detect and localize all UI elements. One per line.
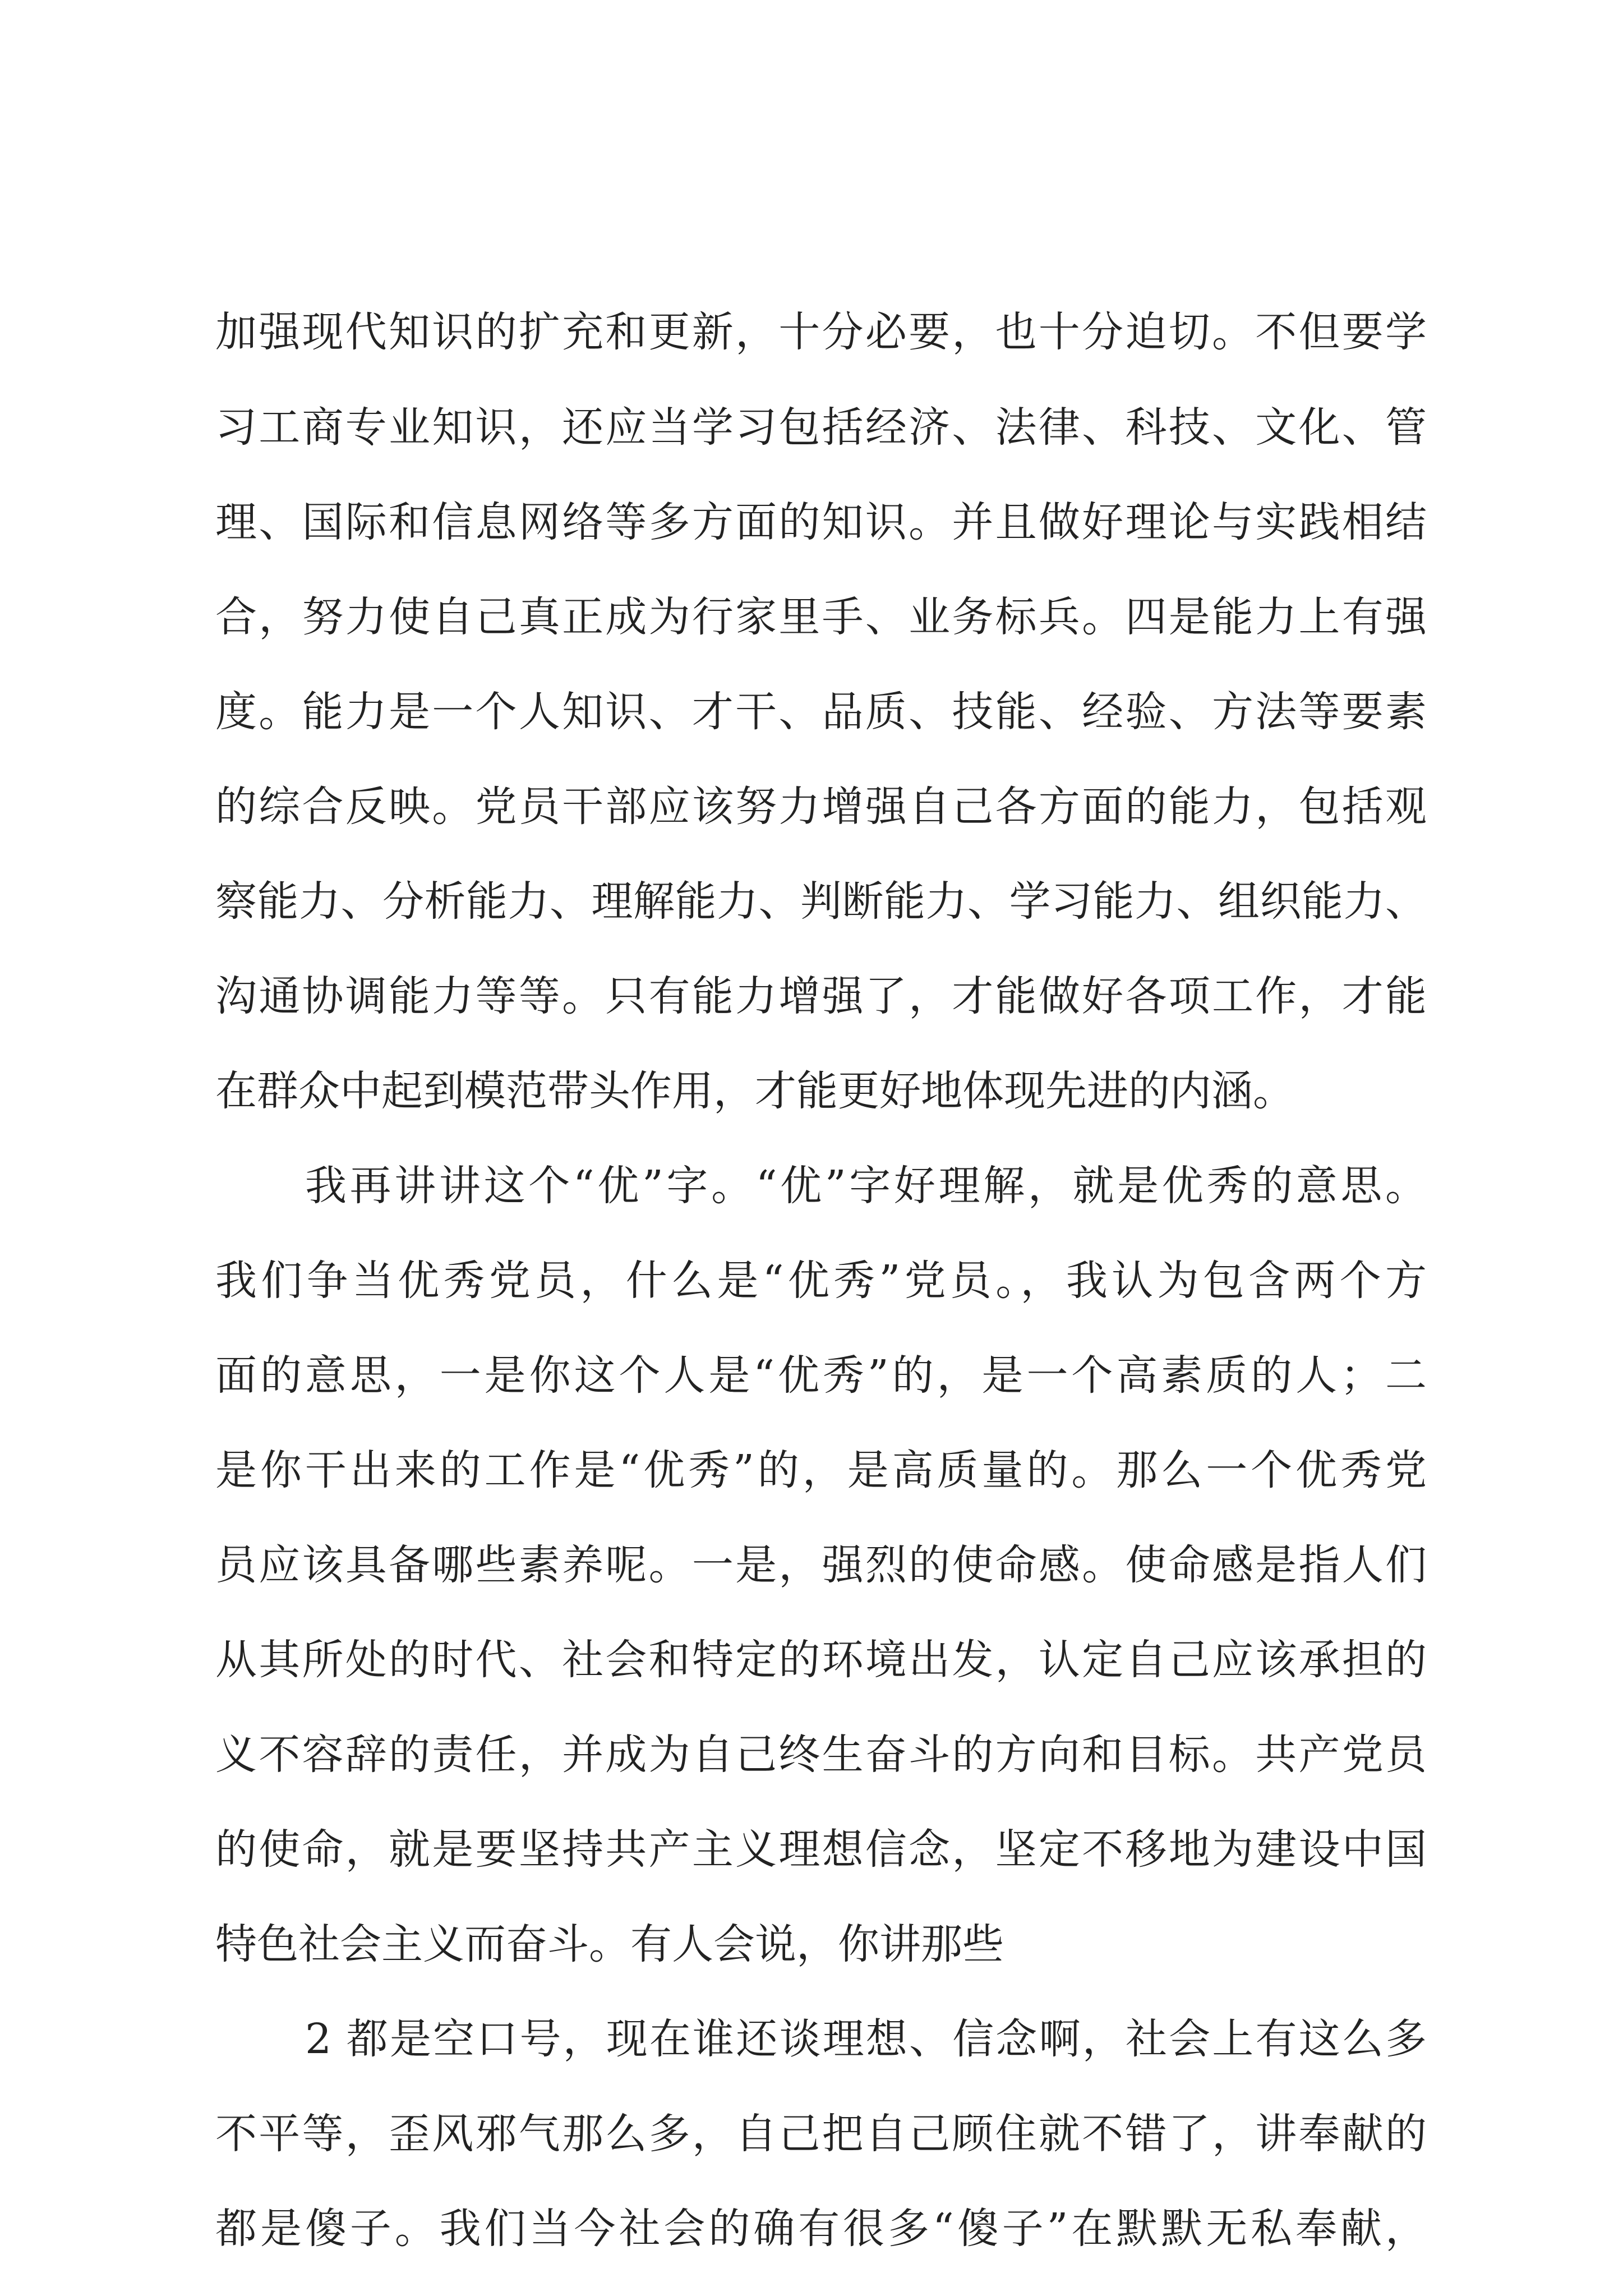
text-line-18: 特色社会主义而奋斗。有人会说，你讲那些 xyxy=(215,1920,1004,1968)
text-line-20: 不平等，歪风邪气那么多，自己把自己顾住就不错了，讲奉献的 xyxy=(215,2110,1427,2158)
text-line-5: 度。能力是一个人知识、才干、品质、技能、经验、方法等要素 xyxy=(215,688,1427,736)
text-line-6: 的综合反映。党员干部应该努力增强自己各方面的能力，包括观 xyxy=(215,783,1427,831)
text-line-7: 察能力、分析能力、理解能力、判断能力、学习能力、组织能力、 xyxy=(215,877,1427,926)
text-line-12: 面的意思，一是你这个人是“优秀”的，是一个高素质的人；二 xyxy=(215,1351,1427,1400)
text-line-3: 理、国际和信息网络等多方面的知识。并且做好理论与实践相结 xyxy=(215,498,1427,546)
text-line-4: 合，努力使自己真正成为行家里手、业务标兵。四是能力上有强 xyxy=(215,593,1427,641)
text-line-9: 在群众中起到模范带头作用，才能更好地体现先进的内涵。 xyxy=(215,1067,1294,1115)
text-line-14: 员应该具备哪些素养呢。一是，强烈的使命感。使命感是指人们 xyxy=(215,1541,1427,1589)
text-line-17: 的使命，就是要坚持共产主义理想信念，坚定不移地为建设中国 xyxy=(215,1825,1427,1874)
text-line-16: 义不容辞的责任，并成为自己终生奋斗的方向和目标。共产党员 xyxy=(215,1731,1427,1779)
text-line-11: 我们争当优秀党员，什么是“优秀”党员。，我认为包含两个方 xyxy=(215,1257,1427,1305)
text-line-15: 从其所处的时代、社会和特定的环境出发，认定自己应该承担的 xyxy=(215,1636,1427,1684)
paragraph-indent-line: 我再讲讲这个“优”字。“优”字好理解，就是优秀的意思。 xyxy=(305,1162,1427,1210)
paragraph-indent-line-2: 2 都是空口号，现在谁还谈理想、信念啊，社会上有这么多 xyxy=(305,2015,1427,2063)
text-line-1: 加强现代知识的扩充和更新，十分必要，也十分迫切。不但要学 xyxy=(215,308,1427,356)
text-line-21: 都是傻子。我们当今社会的确有很多“傻子”在默默无私奉献， xyxy=(215,2205,1427,2253)
text-line-8: 沟通协调能力等等。只有能力增强了，才能做好各项工作，才能 xyxy=(215,972,1427,1020)
text-line-13: 是你干出来的工作是“优秀”的，是高质量的。那么一个优秀党 xyxy=(215,1446,1427,1494)
text-line-2: 习工商专业知识，还应当学习包括经济、法律、科技、文化、管 xyxy=(215,403,1427,452)
